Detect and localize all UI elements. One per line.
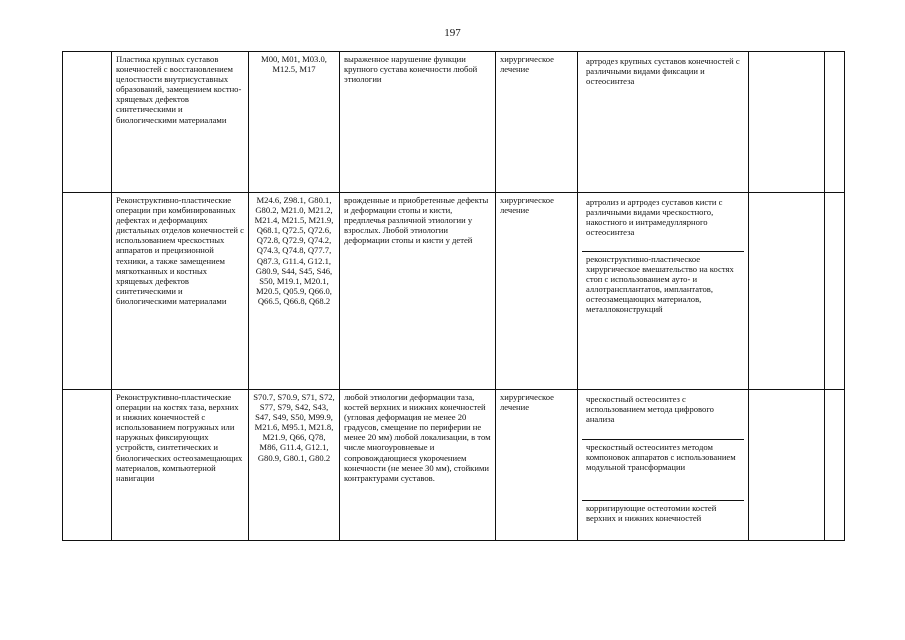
index-cell <box>63 52 112 193</box>
index-cell <box>63 193 112 390</box>
patient-model: врожденные и приобретенные дефекты и деформации стопы и кисти, предплечья различной этиологии у взрослых. Любой этиологии деформации стопы и кисти у детей <box>340 193 496 390</box>
intervention-name: Пластика крупных суставов конечностей с восстановлением целостности внутрисуставных образований, замещением костно-хрящевых дефектов синтетическими и биологическими материалами <box>112 52 249 193</box>
treatment-type: хирургическое лечение <box>496 193 578 390</box>
index-cell <box>63 390 112 541</box>
page-number: 197 <box>444 27 461 39</box>
procedures-cell <box>578 390 749 541</box>
cost-cell <box>749 193 825 390</box>
treatment-type: хирургическое лечение <box>496 52 578 193</box>
patient-model: любой этиологии деформации таза, костей верхних и нижних конечностей (угловая деформация не менее 20 градусов, смещение по периферии не менее 20 мм) любой локализации, в том числе многоуровневые и сопровождающиеся укорочением конечности (не менее 30 мм), стойкими контрактурами суставов. <box>340 390 496 541</box>
intervention-name: Реконструктивно-пластические операции при комбинированных дефектах и деформациях дистальных отделов конечностей с использованием чрескостных аппаратов и прецизионной техники, а также замещением мягкотканных и костных хрящевых дефектов синтетическими и биологическими материалами <box>112 193 249 390</box>
procedure-method: чрескостный остеосинтез методом компоновок аппаратов с использованием модульной трансформации <box>582 440 744 501</box>
table-row <box>63 390 845 541</box>
icd-codes: M24.6, Z98.1, G80.1, G80.2, M21.0, M21.2, M21.4, M21.5, M21.9, Q68.1, Q72.5, Q72.6, Q72.8, Q72.9, Q74.2, Q74.3, Q74.8, Q77.7, Q87.3, G11.4, G12.1, G80.9, S44, S45, S46, S50, M19.1, M20.1, M20.5, Q05.9, Q66.0, Q66.5, Q66.8, Q68.2 <box>249 193 340 390</box>
procedures-cell <box>578 193 749 390</box>
procedure-method: корригирующие остеотомии костей верхних и нижних конечностей <box>586 503 717 524</box>
patient-model: выраженное нарушение функции крупного сустава конечности любой этиологии <box>340 52 496 193</box>
procedure-method: артролиз и артродез суставов кисти с различными видами чрескостного, накостного и интрамедуллярного остеосинтеза <box>582 195 744 252</box>
extra-cell <box>825 193 845 390</box>
extra-cell <box>825 390 845 541</box>
procedure-method: чрескостный остеосинтез с использованием метода цифрового анализа <box>582 392 744 440</box>
treatment-type: хирургическое лечение <box>496 390 578 541</box>
cost-cell <box>749 52 825 193</box>
cost-cell <box>749 390 825 541</box>
icd-codes: M00, M01, M03.0, M12.5, M17 <box>249 52 340 193</box>
intervention-name: Реконструктивно-пластические операции на костях таза, верхних и нижних конечностей с использованием погружных или наружных фиксирующих устройств, синтетических и биологических остеозамещающих материалов, компьютерной навигации <box>112 390 249 541</box>
procedure-method: реконструктивно-пластическое хирургическое вмешательство на костях стоп с использованием ауто- и аллотрансплантатов, имплантатов, остеозамещающих материалов, металлоконструкций <box>586 254 734 315</box>
medical-care-table <box>62 51 845 541</box>
extra-cell <box>825 52 845 193</box>
icd-codes: S70.7, S70.9, S71, S72, S77, S79, S42, S43, S47, S49, S50, M99.9, M21.6, M95.1, M21.8, M21.9, Q66, Q78, M86, G11.4, G12.1, G80.9, G80.1, G80.2 <box>249 390 340 541</box>
table-row <box>63 193 845 390</box>
procedures-cell <box>578 52 749 193</box>
procedure-method: артродез крупных суставов конечностей с различными видами фиксации и остеосинтеза <box>586 56 740 87</box>
table-row <box>63 52 845 193</box>
